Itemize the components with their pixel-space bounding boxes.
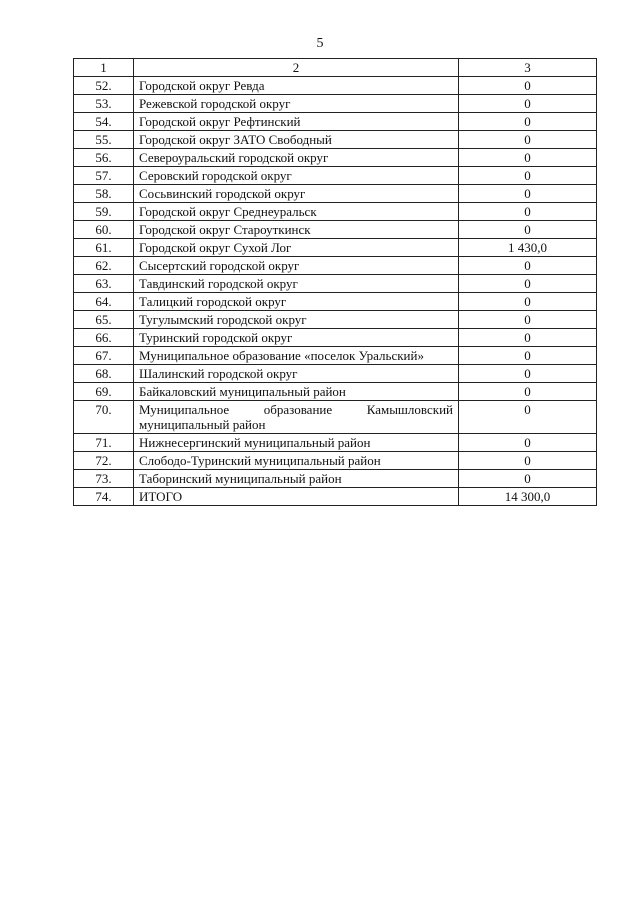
table-row bbox=[74, 383, 597, 401]
page-number: 5 bbox=[316, 36, 324, 51]
row-number: 74. bbox=[74, 488, 134, 506]
row-number: 61. bbox=[74, 239, 134, 257]
municipality-name: Городской округ Среднеуральск bbox=[134, 203, 459, 221]
municipality-name: Тугулымский городской округ bbox=[134, 311, 459, 329]
allocation-value: 0 bbox=[459, 149, 597, 167]
row-number: 69. bbox=[74, 383, 134, 401]
allocation-value: 0 bbox=[459, 95, 597, 113]
allocation-value: 1 430,0 bbox=[459, 239, 597, 257]
table-row bbox=[74, 221, 597, 239]
table-row bbox=[74, 488, 597, 506]
row-number: 67. bbox=[74, 347, 134, 365]
row-number: 53. bbox=[74, 95, 134, 113]
table-body bbox=[74, 77, 597, 506]
allocation-value: 0 bbox=[459, 257, 597, 275]
allocation-value: 0 bbox=[459, 185, 597, 203]
table-row bbox=[74, 293, 597, 311]
table-row bbox=[74, 95, 597, 113]
table-row bbox=[74, 257, 597, 275]
table-row bbox=[74, 239, 597, 257]
table-row bbox=[74, 452, 597, 470]
table-row bbox=[74, 113, 597, 131]
allocation-value: 0 bbox=[459, 221, 597, 239]
municipality-name: Городской округ Рефтинский bbox=[134, 113, 459, 131]
row-number: 73. bbox=[74, 470, 134, 488]
allocation-value: 0 bbox=[459, 434, 597, 452]
table-row bbox=[74, 329, 597, 347]
municipality-name: Городской округ ЗАТО Свободный bbox=[134, 131, 459, 149]
table-row bbox=[74, 131, 597, 149]
row-number: 62. bbox=[74, 257, 134, 275]
allocation-value: 0 bbox=[459, 401, 597, 434]
allocation-value: 0 bbox=[459, 113, 597, 131]
allocation-value: 0 bbox=[459, 167, 597, 185]
municipality-name: Городской округ Сухой Лог bbox=[134, 239, 459, 257]
municipality-name: Туринский городской округ bbox=[134, 329, 459, 347]
municipality-name: Городской округ Ревда bbox=[134, 77, 459, 95]
municipality-name: Североуральский городской округ bbox=[134, 149, 459, 167]
row-number: 52. bbox=[74, 77, 134, 95]
municipality-name: Режевской городской округ bbox=[134, 95, 459, 113]
allocation-value: 0 bbox=[459, 293, 597, 311]
row-number: 63. bbox=[74, 275, 134, 293]
table-row bbox=[74, 149, 597, 167]
row-number: 66. bbox=[74, 329, 134, 347]
allocation-table bbox=[73, 58, 597, 506]
municipality-name: Серовский городской округ bbox=[134, 167, 459, 185]
allocation-value: 0 bbox=[459, 275, 597, 293]
table-row bbox=[74, 347, 597, 365]
municipality-name: Тавдинский городской округ bbox=[134, 275, 459, 293]
allocation-value: 0 bbox=[459, 329, 597, 347]
table-row bbox=[74, 77, 597, 95]
row-number: 54. bbox=[74, 113, 134, 131]
table-row bbox=[74, 434, 597, 452]
column-header-value: 3 bbox=[459, 59, 597, 77]
allocation-value: 0 bbox=[459, 203, 597, 221]
municipality-name: Сосьвинский городской округ bbox=[134, 185, 459, 203]
table-row bbox=[74, 470, 597, 488]
column-header-name: 2 bbox=[134, 59, 459, 77]
municipality-name: Талицкий городской округ bbox=[134, 293, 459, 311]
municipality-name: ИТОГО bbox=[134, 488, 459, 506]
table-row bbox=[74, 185, 597, 203]
municipality-name: Слободо-Туринский муниципальный район bbox=[134, 452, 459, 470]
municipality-name: Таборинский муниципальный район bbox=[134, 470, 459, 488]
municipality-name: Муниципальное образование «поселок Уральский» bbox=[134, 347, 459, 365]
table-row bbox=[74, 167, 597, 185]
row-number: 70. bbox=[74, 401, 134, 434]
row-number: 64. bbox=[74, 293, 134, 311]
allocation-value: 0 bbox=[459, 470, 597, 488]
municipality-name: Городской округ Староуткинск bbox=[134, 221, 459, 239]
municipality-name: Шалинский городской округ bbox=[134, 365, 459, 383]
row-number: 72. bbox=[74, 452, 134, 470]
table-header-row bbox=[74, 59, 597, 77]
allocation-value: 14 300,0 bbox=[459, 488, 597, 506]
row-number: 71. bbox=[74, 434, 134, 452]
row-number: 57. bbox=[74, 167, 134, 185]
row-number: 60. bbox=[74, 221, 134, 239]
allocation-value: 0 bbox=[459, 347, 597, 365]
municipality-name: Байкаловский муниципальный район bbox=[134, 383, 459, 401]
table-row bbox=[74, 365, 597, 383]
column-header-number: 1 bbox=[74, 59, 134, 77]
row-number: 65. bbox=[74, 311, 134, 329]
allocation-value: 0 bbox=[459, 365, 597, 383]
row-number: 56. bbox=[74, 149, 134, 167]
allocation-value: 0 bbox=[459, 77, 597, 95]
municipality-name: Муниципальное образование Камышловский муниципальный район bbox=[134, 401, 459, 434]
row-number: 59. bbox=[74, 203, 134, 221]
table-row bbox=[74, 311, 597, 329]
table-row bbox=[74, 401, 597, 434]
table-row bbox=[74, 203, 597, 221]
allocation-value: 0 bbox=[459, 452, 597, 470]
allocation-value: 0 bbox=[459, 311, 597, 329]
row-number: 58. bbox=[74, 185, 134, 203]
row-number: 68. bbox=[74, 365, 134, 383]
municipality-name: Нижнесергинский муниципальный район bbox=[134, 434, 459, 452]
table-row bbox=[74, 275, 597, 293]
allocation-value: 0 bbox=[459, 131, 597, 149]
allocation-value: 0 bbox=[459, 383, 597, 401]
row-number: 55. bbox=[74, 131, 134, 149]
municipality-name: Сысертский городской округ bbox=[134, 257, 459, 275]
